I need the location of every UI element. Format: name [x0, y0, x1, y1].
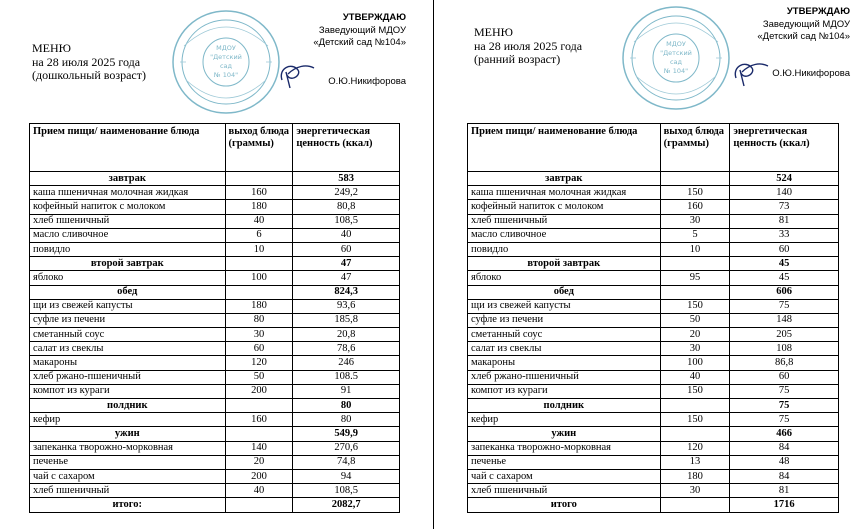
- energy-kcal: 606: [730, 285, 839, 299]
- portion-grams: 140: [225, 441, 293, 455]
- portion-grams: [660, 172, 730, 186]
- portion-grams: 30: [660, 214, 730, 228]
- menu-heading: [32, 42, 146, 83]
- portion-grams: 30: [225, 328, 293, 342]
- dish-name: ужин: [468, 427, 661, 441]
- menu-table: [467, 123, 839, 513]
- energy-kcal: 549,9: [293, 427, 400, 441]
- approval-position: Заведующий МДОУ: [762, 18, 850, 30]
- portion-grams: [660, 399, 730, 413]
- energy-kcal: 270,6: [293, 441, 400, 455]
- dish-name: второй завтрак: [468, 257, 661, 271]
- menu-date: на 28 июля 2025 года: [474, 38, 583, 53]
- portion-grams: 160: [225, 186, 293, 200]
- portion-grams: 50: [225, 370, 293, 384]
- dish-row: [468, 342, 839, 356]
- dish-row: [468, 356, 839, 370]
- dish-name: щи из свежей капусты: [468, 299, 661, 313]
- dish-name: макароны: [30, 356, 226, 370]
- approval-signer: О.Ю.Никифорова: [328, 76, 406, 87]
- column-header: Прием пищи/ наименование блюда: [30, 124, 226, 172]
- portion-grams: 20: [225, 455, 293, 469]
- energy-kcal: 108,5: [293, 214, 400, 228]
- portion-grams: 40: [660, 370, 730, 384]
- portion-grams: 100: [225, 271, 293, 285]
- dish-row: [30, 328, 400, 342]
- portion-grams: [225, 172, 293, 186]
- dish-row: [30, 242, 400, 256]
- dish-name: завтрак: [468, 172, 661, 186]
- dish-name: полдник: [30, 399, 226, 413]
- dish-row: [468, 242, 839, 256]
- dish-name: масло сливочное: [30, 228, 226, 242]
- dish-row: [468, 200, 839, 214]
- meal-row: [30, 399, 400, 413]
- dish-name: сметанный соус: [468, 328, 661, 342]
- dish-row: [468, 271, 839, 285]
- seal-text-3: сад: [669, 58, 683, 66]
- energy-kcal: 466: [730, 427, 839, 441]
- dish-row: [30, 469, 400, 483]
- dish-row: [30, 484, 400, 498]
- energy-kcal: 60: [293, 242, 400, 256]
- dish-name: кефир: [30, 413, 226, 427]
- dish-row: [468, 469, 839, 483]
- portion-grams: [660, 257, 730, 271]
- dish-row: [30, 271, 400, 285]
- energy-kcal: 74,8: [293, 455, 400, 469]
- energy-kcal: 40: [293, 228, 400, 242]
- dish-name: макароны: [468, 356, 661, 370]
- column-header: выход блюда (граммы): [225, 124, 293, 172]
- approval-signer-block: [296, 76, 406, 89]
- dish-row: [468, 214, 839, 228]
- meal-row: [30, 498, 400, 512]
- dish-name: хлеб пшеничный: [30, 214, 226, 228]
- portion-grams: 60: [225, 342, 293, 356]
- dish-name: обед: [468, 285, 661, 299]
- dish-row: [30, 313, 400, 327]
- portion-grams: 30: [660, 342, 730, 356]
- energy-kcal: 205: [730, 328, 839, 342]
- dish-row: [30, 342, 400, 356]
- dish-name: каша пшеничная молочная жидкая: [30, 186, 226, 200]
- portion-grams: [225, 427, 293, 441]
- menu-title: МЕНЮ: [32, 41, 71, 55]
- meal-row: [468, 427, 839, 441]
- dish-name: сметанный соус: [30, 328, 226, 342]
- dish-name: второй завтрак: [30, 257, 226, 271]
- meal-row: [468, 498, 839, 512]
- seal-text-4: № 104": [663, 67, 689, 75]
- dish-row: [468, 384, 839, 398]
- approval-org: «Детский сад №104»: [313, 37, 406, 48]
- approval-head: УТВЕРЖДАЮ: [342, 12, 406, 23]
- energy-kcal: 583: [293, 172, 400, 186]
- dish-row: [30, 214, 400, 228]
- energy-kcal: 1716: [730, 498, 839, 512]
- menu-page-preschool: [0, 0, 430, 529]
- energy-kcal: 91: [293, 384, 400, 398]
- energy-kcal: 94: [293, 469, 400, 483]
- energy-kcal: 140: [730, 186, 839, 200]
- meal-row: [468, 257, 839, 271]
- dish-row: [30, 186, 400, 200]
- dish-name: завтрак: [30, 172, 226, 186]
- dish-name: хлеб пшеничный: [30, 484, 226, 498]
- dish-name: яблоко: [468, 271, 661, 285]
- dish-row: [468, 455, 839, 469]
- dish-name: запеканка творожно-морковная: [468, 441, 661, 455]
- energy-kcal: 524: [730, 172, 839, 186]
- portion-grams: 10: [225, 242, 293, 256]
- energy-kcal: 45: [730, 257, 839, 271]
- energy-kcal: 45: [730, 271, 839, 285]
- menu-age-group: (ранний возраст): [474, 52, 561, 66]
- portion-grams: 120: [660, 441, 730, 455]
- energy-kcal: 33: [730, 228, 839, 242]
- portion-grams: [225, 285, 293, 299]
- portion-grams: 200: [225, 384, 293, 398]
- energy-kcal: 108,5: [293, 484, 400, 498]
- energy-kcal: 78,6: [293, 342, 400, 356]
- meal-row: [30, 285, 400, 299]
- energy-kcal: 185,8: [293, 313, 400, 327]
- meal-row: [30, 427, 400, 441]
- menu-date: на 28 июля 2025 года: [32, 54, 141, 69]
- dish-name: запеканка творожно-морковная: [30, 441, 226, 455]
- dish-name: хлеб ржано-пшеничный: [30, 370, 226, 384]
- column-header: энергетическая ценность (ккал): [293, 124, 400, 172]
- energy-kcal: 246: [293, 356, 400, 370]
- approval-signer-block: [740, 68, 850, 81]
- dish-name: кефир: [468, 413, 661, 427]
- seal-text-4: № 104": [213, 71, 239, 79]
- portion-grams: 120: [225, 356, 293, 370]
- column-header: энергетическая ценность (ккал): [730, 124, 839, 172]
- energy-kcal: 20,8: [293, 328, 400, 342]
- dish-name: итого: [468, 498, 661, 512]
- portion-grams: [660, 498, 730, 512]
- dish-row: [30, 413, 400, 427]
- dish-name: яблоко: [30, 271, 226, 285]
- dish-name: итого:: [30, 498, 226, 512]
- dish-name: печенье: [30, 455, 226, 469]
- energy-kcal: 824,3: [293, 285, 400, 299]
- approval-head: УТВЕРЖДАЮ: [786, 6, 850, 17]
- dish-name: полдник: [468, 399, 661, 413]
- meal-row: [468, 285, 839, 299]
- approval-signer: О.Ю.Никифорова: [772, 68, 850, 79]
- menu-table: [29, 123, 400, 513]
- approval-block: [296, 12, 406, 50]
- portion-grams: 100: [660, 356, 730, 370]
- table-header-row: [468, 124, 839, 172]
- dish-name: обед: [30, 285, 226, 299]
- dish-row: [30, 228, 400, 242]
- seal-text-1: МДОУ: [216, 44, 236, 52]
- portion-grams: 13: [660, 455, 730, 469]
- dish-row: [30, 441, 400, 455]
- portion-grams: 150: [660, 413, 730, 427]
- dish-row: [468, 313, 839, 327]
- energy-kcal: 84: [730, 441, 839, 455]
- dish-row: [468, 370, 839, 384]
- approval-block: [740, 6, 850, 44]
- seal-text-2: "Детский: [660, 49, 692, 57]
- energy-kcal: 249,2: [293, 186, 400, 200]
- dish-name: хлеб пшеничный: [468, 214, 661, 228]
- dish-name: салат из свеклы: [30, 342, 226, 356]
- menu-title: МЕНЮ: [474, 25, 513, 39]
- portion-grams: 200: [225, 469, 293, 483]
- dish-name: кофейный напиток с молоком: [468, 200, 661, 214]
- dish-name: печенье: [468, 455, 661, 469]
- portion-grams: 160: [225, 413, 293, 427]
- energy-kcal: 108.5: [293, 370, 400, 384]
- dish-row: [468, 186, 839, 200]
- energy-kcal: 108: [730, 342, 839, 356]
- portion-grams: 6: [225, 228, 293, 242]
- seal-stamp: [620, 4, 732, 112]
- meal-row: [468, 399, 839, 413]
- approval-position: Заведующий МДОУ: [318, 24, 406, 36]
- dish-name: чай с сахаром: [30, 469, 226, 483]
- dish-row: [468, 299, 839, 313]
- energy-kcal: 84: [730, 469, 839, 483]
- meal-row: [468, 172, 839, 186]
- dish-name: чай с сахаром: [468, 469, 661, 483]
- dish-row: [30, 370, 400, 384]
- dish-name: салат из свеклы: [468, 342, 661, 356]
- energy-kcal: 81: [730, 484, 839, 498]
- portion-grams: [660, 285, 730, 299]
- portion-grams: 80: [225, 313, 293, 327]
- energy-kcal: 75: [730, 299, 839, 313]
- portion-grams: 40: [225, 484, 293, 498]
- portion-grams: [225, 498, 293, 512]
- dish-name: компот из кураги: [468, 384, 661, 398]
- portion-grams: [660, 427, 730, 441]
- seal-text-2: "Детский: [210, 53, 242, 61]
- column-header: выход блюда (граммы): [660, 124, 730, 172]
- table-header-row: [30, 124, 400, 172]
- dish-name: каша пшеничная молочная жидкая: [468, 186, 661, 200]
- dish-row: [468, 484, 839, 498]
- dish-name: ужин: [30, 427, 226, 441]
- energy-kcal: 75: [730, 413, 839, 427]
- portion-grams: 150: [660, 299, 730, 313]
- menu-page-early: [440, 0, 863, 529]
- seal-text-1: МДОУ: [666, 40, 686, 48]
- dish-name: хлеб пшеничный: [468, 484, 661, 498]
- menu-heading: [474, 26, 582, 67]
- dish-row: [468, 328, 839, 342]
- portion-grams: 95: [660, 271, 730, 285]
- dish-row: [468, 413, 839, 427]
- energy-kcal: 80: [293, 413, 400, 427]
- column-header: Прием пищи/ наименование блюда: [468, 124, 661, 172]
- portion-grams: 5: [660, 228, 730, 242]
- menu-age-group: (дошкольный возраст): [32, 68, 146, 82]
- dish-name: повидло: [30, 242, 226, 256]
- dish-name: суфле из печени: [468, 313, 661, 327]
- energy-kcal: 80: [293, 399, 400, 413]
- energy-kcal: 60: [730, 242, 839, 256]
- portion-grams: [225, 257, 293, 271]
- energy-kcal: 81: [730, 214, 839, 228]
- energy-kcal: 73: [730, 200, 839, 214]
- meal-row: [30, 172, 400, 186]
- approval-org: «Детский сад №104»: [757, 31, 850, 42]
- portion-grams: 180: [225, 299, 293, 313]
- portion-grams: 30: [660, 484, 730, 498]
- energy-kcal: 47: [293, 271, 400, 285]
- energy-kcal: 148: [730, 313, 839, 327]
- energy-kcal: 80,8: [293, 200, 400, 214]
- portion-grams: 10: [660, 242, 730, 256]
- energy-kcal: 60: [730, 370, 839, 384]
- page-divider: [433, 0, 434, 529]
- portion-grams: 40: [225, 214, 293, 228]
- portion-grams: 180: [225, 200, 293, 214]
- dish-row: [468, 228, 839, 242]
- portion-grams: 150: [660, 384, 730, 398]
- portion-grams: 50: [660, 313, 730, 327]
- dish-row: [30, 384, 400, 398]
- seal-text-3: сад: [219, 62, 233, 70]
- energy-kcal: 47: [293, 257, 400, 271]
- seal-stamp: [170, 8, 282, 116]
- dish-name: кофейный напиток с молоком: [30, 200, 226, 214]
- dish-row: [30, 455, 400, 469]
- portion-grams: 150: [660, 186, 730, 200]
- portion-grams: 180: [660, 469, 730, 483]
- energy-kcal: 2082,7: [293, 498, 400, 512]
- dish-name: масло сливочное: [468, 228, 661, 242]
- energy-kcal: 75: [730, 399, 839, 413]
- dish-row: [30, 356, 400, 370]
- meal-row: [30, 257, 400, 271]
- dish-name: компот из кураги: [30, 384, 226, 398]
- portion-grams: [225, 399, 293, 413]
- dish-row: [468, 441, 839, 455]
- dish-name: щи из свежей капусты: [30, 299, 226, 313]
- portion-grams: 20: [660, 328, 730, 342]
- energy-kcal: 48: [730, 455, 839, 469]
- dish-row: [30, 299, 400, 313]
- energy-kcal: 93,6: [293, 299, 400, 313]
- dish-row: [30, 200, 400, 214]
- energy-kcal: 86,8: [730, 356, 839, 370]
- dish-name: суфле из печени: [30, 313, 226, 327]
- energy-kcal: 75: [730, 384, 839, 398]
- dish-name: хлеб ржано-пшеничный: [468, 370, 661, 384]
- dish-name: повидло: [468, 242, 661, 256]
- portion-grams: 160: [660, 200, 730, 214]
